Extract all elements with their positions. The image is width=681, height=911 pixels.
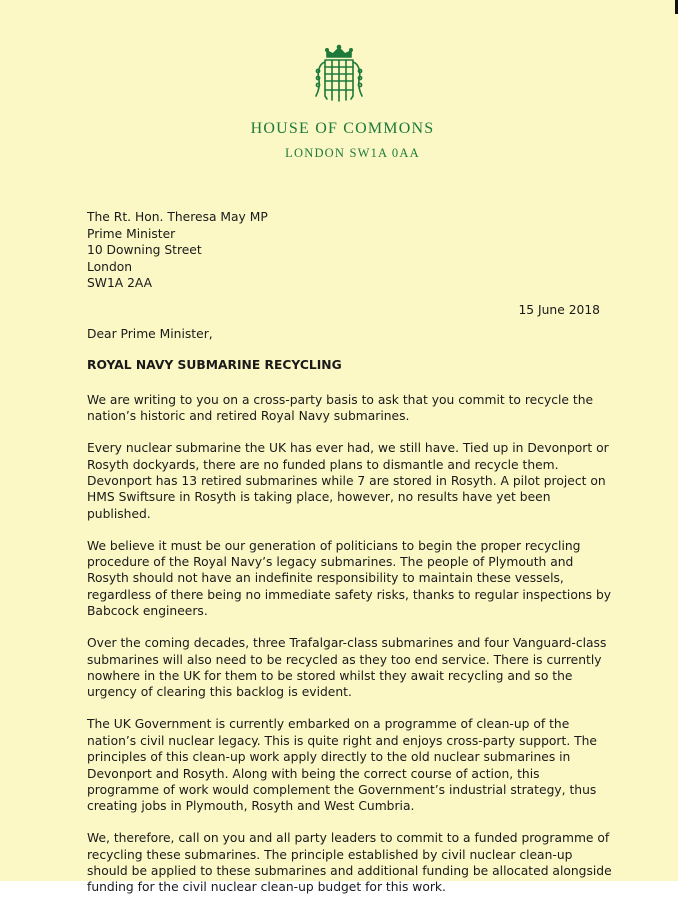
body-paragraph: Over the coming decades, three Trafalgar-class submarines and four Vanguard-class submarines will also need to be recycled as they too end service. There is currently nowhere in the UK for them to be stored whilst they await recycling and so the urgency of clearing this backlog is evident. xyxy=(87,636,607,700)
letterhead-title: HOUSE OF COMMONS xyxy=(250,120,435,137)
recipient-address xyxy=(87,209,268,292)
letter-date: 15 June 2018 xyxy=(518,303,600,317)
body-paragraph: The UK Government is currently embarked on a programme of clean-up of the nation’s civil nuclear legacy. This is quite right and enjoys cross-party support. The principles of this clean-up work apply directly to the old nuclear submarines in Devonport and Rosyth. Along with being the correct course of action, this programme of work would complement the Government’s industrial strategy, thus creating jobs in Plymouth, Rosyth and West Cumbria. xyxy=(87,717,598,814)
letterhead-address: LONDON SW1A 0AA xyxy=(285,146,420,160)
body-paragraph: Every nuclear submarine the UK has ever had, we still have. Tied up in Devonport or Rosyth dockyards, there are no funded plans to dismantle and recycle them. Devonport has 13 retired submarines while 7 are stored in Rosyth. A pilot project on HMS Swiftsure in Rosyth is taking place, however, no results have yet been published. xyxy=(87,441,609,521)
letter-body xyxy=(87,326,615,911)
body-paragraph: We, therefore, call on you and all party leaders to commit to a funded programme of recycling these submarines. The principle established by civil nuclear clean-up should be applied to these submarines and additional funding be allocated alongside funding for the civil nuclear clean-up budget for this work. xyxy=(87,831,612,895)
scan-edge-mark xyxy=(675,0,678,14)
recipient-line: The Rt. Hon. Theresa May MP xyxy=(87,210,268,224)
salutation: Dear Prime Minister, xyxy=(87,327,213,341)
recipient-line: Prime Minister xyxy=(87,226,176,241)
body-paragraph: We believe it must be our generation of politicians to begin the proper recycling procedure of the Royal Navy’s legacy submarines. The people of Plymouth and Rosyth should not have an indefinite responsibility to maintain these vessels, regardless of there being no immediate safety risks, thanks to regular inspections by Babcock engineers. xyxy=(87,538,612,619)
recipient-line: London xyxy=(87,259,133,274)
portcullis-icon xyxy=(313,44,365,106)
recipient-line: SW1A 2AA xyxy=(87,276,153,291)
recipient-line: 10 Downing Street xyxy=(87,243,202,258)
subject-line: ROYAL NAVY SUBMARINE RECYCLING xyxy=(87,358,342,373)
body-paragraph: We are writing to you on a cross-party basis to ask that you commit to recycle the nation’s historic and retired Royal Navy submarines. xyxy=(87,392,594,424)
